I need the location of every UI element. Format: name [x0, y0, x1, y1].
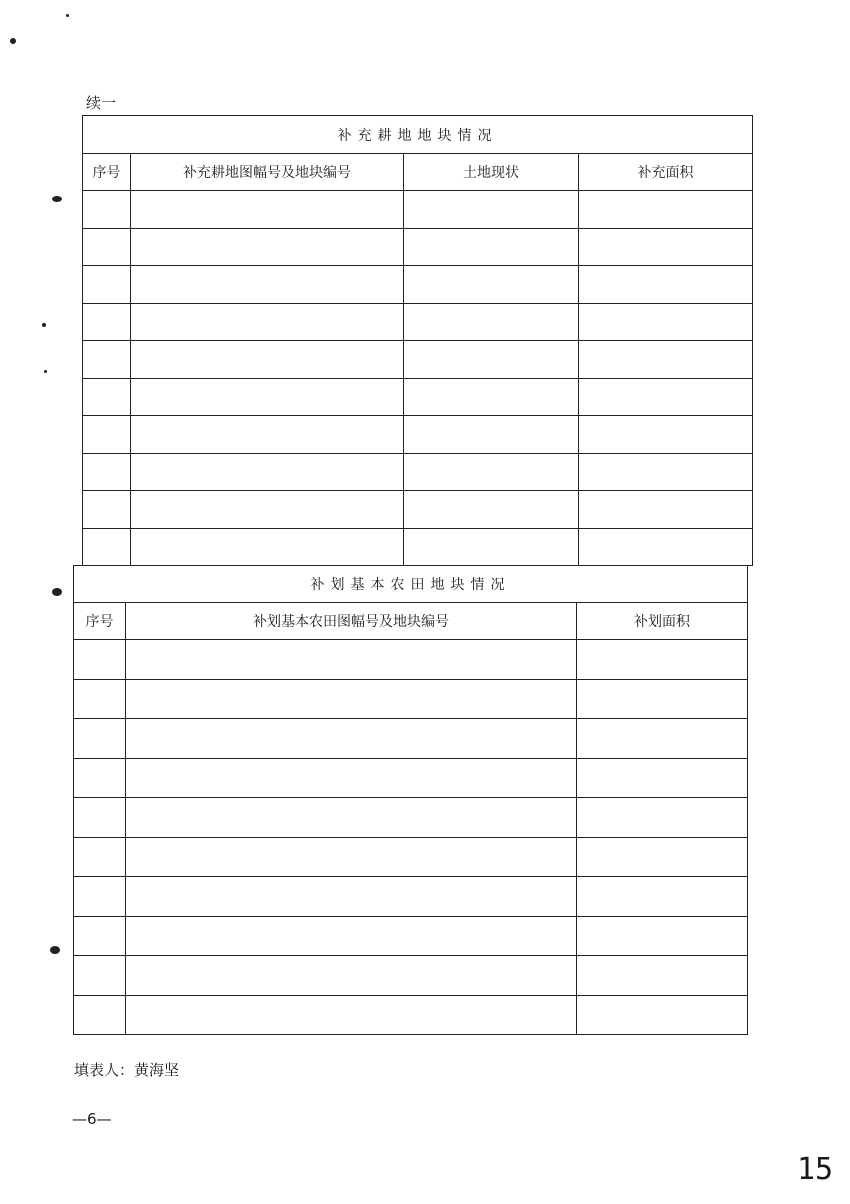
continuation-label: 续一	[86, 94, 117, 112]
table-cell	[579, 378, 753, 416]
scan-page-number: 15	[797, 1152, 834, 1187]
page-number: —6—	[72, 1110, 112, 1128]
table-cell	[577, 758, 748, 798]
table-cell	[577, 798, 748, 838]
scan-speck	[52, 588, 62, 596]
table-row	[83, 341, 753, 379]
table-cell	[126, 758, 577, 798]
table-cell	[126, 995, 577, 1035]
table-cell	[74, 916, 126, 956]
table-cell	[579, 266, 753, 304]
table-cell	[579, 191, 753, 229]
table-cell	[579, 303, 753, 341]
table-cell	[577, 679, 748, 719]
table-cell	[83, 303, 131, 341]
table-row	[74, 956, 748, 996]
table-cell	[131, 378, 404, 416]
table-cell	[577, 995, 748, 1035]
table-cell	[74, 877, 126, 917]
table-cell	[126, 679, 577, 719]
table-cell	[131, 303, 404, 341]
table-cell	[74, 995, 126, 1035]
table-cell	[83, 228, 131, 266]
section-title: 补划基本农田地块情况	[74, 566, 748, 603]
table-row	[74, 798, 748, 838]
scan-speck	[52, 196, 62, 202]
table-cell	[579, 528, 753, 566]
table-row	[83, 378, 753, 416]
table-row	[74, 640, 748, 680]
table-cell	[74, 679, 126, 719]
table-cell	[74, 837, 126, 877]
table-cell	[83, 491, 131, 529]
table-cell	[126, 719, 577, 759]
table-cell	[404, 453, 579, 491]
table-cell	[404, 266, 579, 304]
scan-speck	[66, 14, 69, 17]
column-header: 补划面积	[577, 603, 748, 640]
table-cell	[126, 877, 577, 917]
table-cell	[579, 228, 753, 266]
table-cell	[577, 877, 748, 917]
table-cell	[131, 266, 404, 304]
column-header: 序号	[83, 154, 131, 191]
table-cell	[83, 453, 131, 491]
table-header-row	[83, 154, 753, 191]
table-cell	[577, 640, 748, 680]
table-cell	[83, 341, 131, 379]
table-row	[74, 679, 748, 719]
table-row	[74, 877, 748, 917]
column-header: 土地现状	[404, 154, 579, 191]
table-cell	[83, 191, 131, 229]
table-cell	[404, 228, 579, 266]
table-cell	[579, 491, 753, 529]
table-row	[74, 719, 748, 759]
table-cell	[74, 640, 126, 680]
column-header: 补充面积	[579, 154, 753, 191]
table-cell	[579, 341, 753, 379]
table-cell	[577, 956, 748, 996]
table-row	[74, 837, 748, 877]
table-cell	[131, 341, 404, 379]
table-cell	[131, 491, 404, 529]
table-cell	[404, 491, 579, 529]
table-cell	[404, 341, 579, 379]
table-cell	[74, 956, 126, 996]
table-cell	[577, 916, 748, 956]
table-cell	[404, 528, 579, 566]
scan-speck	[42, 323, 46, 327]
table-header-row	[74, 603, 748, 640]
scan-speck	[44, 370, 47, 373]
table-row	[83, 266, 753, 304]
table-row	[83, 416, 753, 454]
table-cell	[131, 453, 404, 491]
table-cell	[83, 416, 131, 454]
table-row	[74, 995, 748, 1035]
table-cell	[404, 416, 579, 454]
supplement-arable-land-table	[82, 115, 753, 566]
column-header: 序号	[74, 603, 126, 640]
form-filler: 填表人：黄海坚	[74, 1061, 180, 1079]
table-cell	[131, 228, 404, 266]
table-cell	[83, 378, 131, 416]
table-cell	[83, 528, 131, 566]
table-cell	[126, 798, 577, 838]
table-cell	[126, 837, 577, 877]
scan-speck	[10, 38, 16, 44]
table-cell	[74, 758, 126, 798]
table-cell	[131, 191, 404, 229]
table-cell	[579, 416, 753, 454]
scan-speck	[50, 946, 60, 954]
table-cell	[74, 719, 126, 759]
table-cell	[404, 303, 579, 341]
table-cell	[404, 191, 579, 229]
table-row	[74, 916, 748, 956]
table-cell	[131, 416, 404, 454]
column-header: 补充耕地图幅号及地块编号	[131, 154, 404, 191]
table-cell	[126, 916, 577, 956]
table-row	[83, 228, 753, 266]
section-title: 补充耕地地块情况	[83, 116, 753, 154]
table-row	[83, 191, 753, 229]
column-header: 补划基本农田图幅号及地块编号	[126, 603, 577, 640]
table-cell	[126, 956, 577, 996]
table-cell	[577, 719, 748, 759]
table-row	[83, 453, 753, 491]
table-cell	[74, 798, 126, 838]
table-cell	[131, 528, 404, 566]
table-cell	[579, 453, 753, 491]
table-cell	[83, 266, 131, 304]
table-row	[74, 758, 748, 798]
table-cell	[126, 640, 577, 680]
table-row	[83, 528, 753, 566]
supplement-basic-farmland-table	[73, 565, 748, 1035]
table-cell	[404, 378, 579, 416]
table-row	[83, 303, 753, 341]
table-row	[83, 491, 753, 529]
table-cell	[577, 837, 748, 877]
